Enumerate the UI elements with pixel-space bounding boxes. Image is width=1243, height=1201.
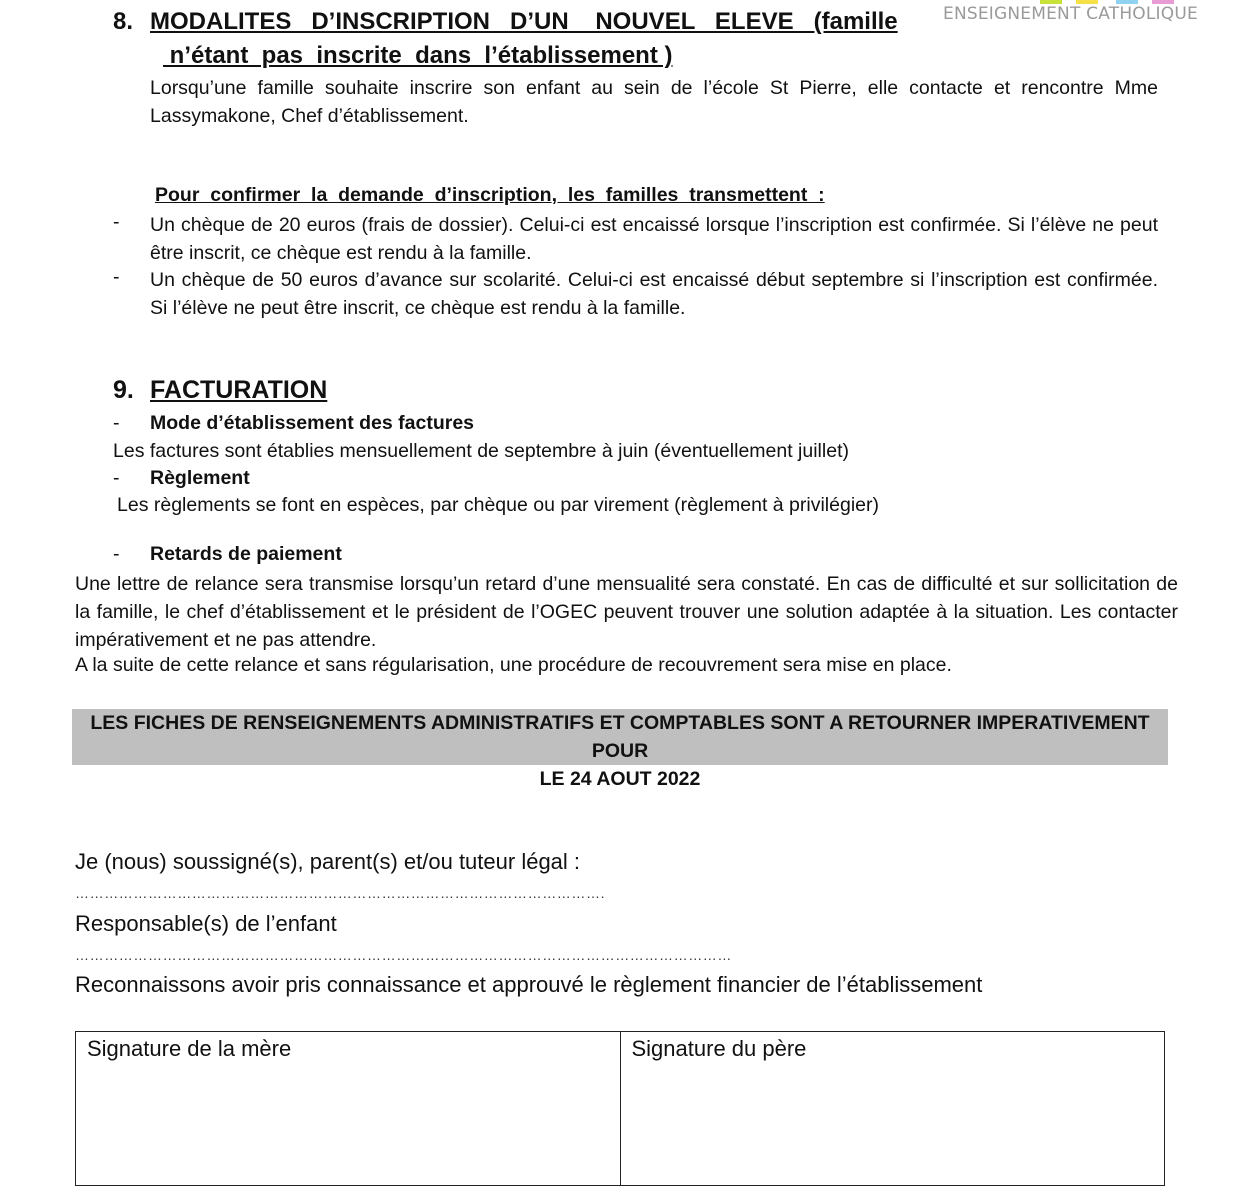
item-heading-payment: Règlement [150, 467, 250, 489]
section8-heading [113, 4, 898, 40]
signature-cell-father[interactable] [620, 1032, 1165, 1185]
section9-heading [113, 376, 327, 405]
deadline-banner [72, 709, 1168, 790]
item-text-invoices: Les factures sont établies mensuellement de septembre à juin (éventuellement juillet) [113, 440, 849, 462]
signature-label-father: Signature du père [631, 1036, 807, 1061]
section9-title: FACTURATION [150, 376, 328, 404]
section8-intro: Lorsqu’une famille souhaite inscrire son enfant au sein de l’école St Pierre, elle contacte et rencontre Mme Lassymakone, Chef d’établissement. [150, 77, 1158, 127]
deadline-banner-line1: LES FICHES DE RENSEIGNEMENTS ADMINISTRATIFS ET COMPTABLES SONT A RETOURNER IMPERATIVEMENT POUR [90, 712, 1150, 762]
signature-table [75, 1031, 1165, 1186]
declaration-undersigned: Je (nous) soussigné(s), parent(s) et/ou tuteur légal : [75, 849, 581, 874]
declaration-acknowledgement: Reconnaissons avoir pris connaissance et approuvé le règlement financier de l’établissement [75, 972, 983, 997]
logo-text: ENSEIGNEMENT CATHOLIQUE [943, 4, 1198, 24]
signature-cell-mother[interactable] [76, 1032, 620, 1185]
declaration-responsible: Responsable(s) de l’enfant [75, 911, 337, 936]
section8-number: 8. [113, 8, 134, 35]
deadline-banner-line2: LE 24 AOUT 2022 [539, 768, 701, 790]
item-text-payment: Les règlements se font en espèces, par chèque ou par virement (règlement à privilégier) [117, 494, 879, 516]
child-fill-line: ……………………………………………………………………………………………………………………… [75, 947, 732, 963]
bullet-marker: - [113, 211, 120, 233]
bullet-marker: - [113, 467, 120, 489]
bullet-marker: - [113, 543, 120, 565]
recovery-procedure-text: A la suite de cette relance et sans régularisation, une procédure de recouvrement sera mise en place. [75, 654, 952, 676]
section9-number: 9. [113, 376, 134, 404]
name-fill-line: ………………………………………………………………………………………………. [75, 885, 606, 901]
section8-title-line2: n’étant pas inscrite dans l’établissement ) [163, 42, 673, 69]
bullet-marker: - [113, 412, 120, 434]
section8-title-line1: MODALITES D’INSCRIPTION D’UN NOUVEL ELEVE (famille [150, 8, 898, 35]
item-text-late-payment: Une lettre de relance sera transmise lorsqu’un retard d’une mensualité sera constaté. En cas de difficulté et sur sollicitation de la famille, le chef d’établissement et le président de l’OGEC peuvent trouver une solution adaptée à la situation. Les contacter impérativement et ne pas attendre. [75, 573, 1178, 651]
section8-subheading: Pour confirmer la demande d’inscription, les familles transmettent : [155, 184, 825, 206]
bullet-item: Un chèque de 50 euros d’avance sur scolarité. Celui-ci est encaissé début septembre si l’inscription est confirmée. Si l’élève ne peut être inscrit, ce chèque est rendu à la famille. [150, 269, 1158, 319]
signature-label-mother: Signature de la mère [87, 1036, 292, 1061]
item-heading-invoices: Mode d’établissement des factures [150, 412, 475, 434]
bullet-marker: - [113, 266, 120, 288]
bullet-item: Un chèque de 20 euros (frais de dossier). Celui-ci est encaissé lorsque l’inscription est confirmée. Si l’élève ne peut être inscrit, ce chèque est rendu à la famille. [150, 214, 1158, 264]
item-heading-late-payment: Retards de paiement [150, 543, 342, 565]
